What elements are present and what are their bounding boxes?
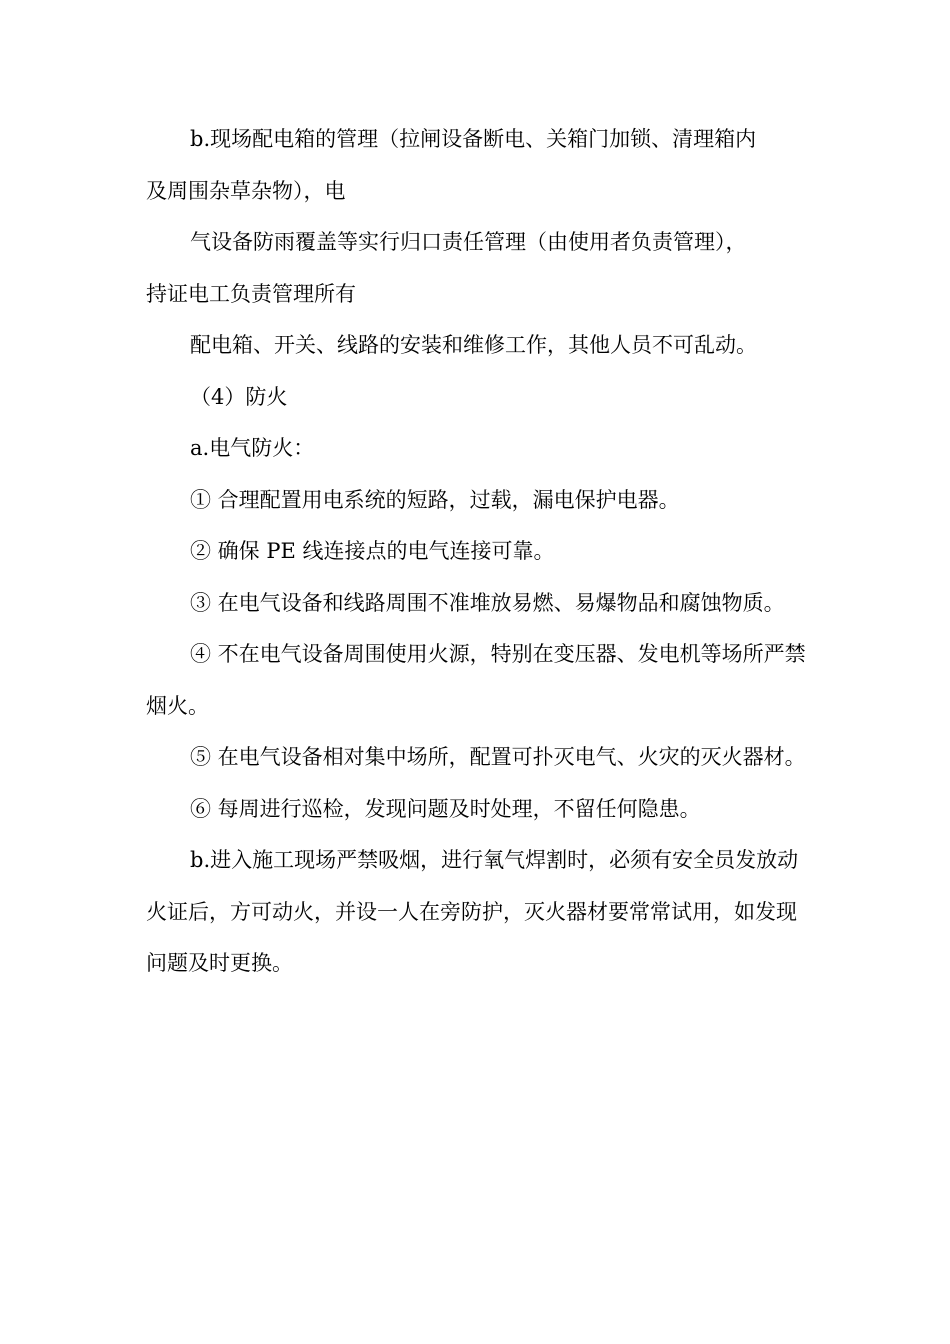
list-item-pe-connection: ② 确保 PE 线连接点的电气连接可靠。 [190, 539, 555, 563]
paragraph-no-smoking-welding: b.进入施工现场严禁吸烟，进行氧气焊割时，必须有安全员发放动火证后，方可动火，并设一人在旁防护，灭火器材要常常试用，如发现问题及时更换。 [146, 848, 799, 975]
paragraph-distribution-box-mgmt-1: b.现场配电箱的管理（拉闸设备断电、关箱门加锁、清理箱内 [190, 127, 757, 151]
paragraph-installation-maintenance: 配电箱、开关、线路的安装和维修工作，其他人员不可乱动。 [190, 333, 757, 357]
subheading-electrical-fire-prevention: a.电气防火： [190, 436, 315, 460]
paragraph-certified-electrician: 持证电工负责管理所有 [146, 281, 356, 306]
list-item-extinguishers: ⑤ 在电气设备相对集中场所，配置可扑灭电气、火灾的灭火器材。 [190, 745, 806, 769]
list-item-no-fire-sources: ④ 不在电气设备周围使用火源，特别在变压器、发电机等场所严禁烟火。 [146, 642, 806, 718]
list-item-no-flammables: ③ 在电气设备和线路周围不准堆放易燃、易爆物品和腐蚀物质。 [190, 590, 785, 615]
document-body [146, 114, 806, 990]
section-heading-fire-prevention: （4）防火 [190, 384, 288, 409]
paragraph-distribution-box-mgmt-2: 及周围杂草杂物），电 [146, 178, 346, 203]
list-item-weekly-inspection: ⑥ 每周进行巡检，发现问题及时处理，不留任何隐患。 [190, 796, 701, 821]
list-item-protection-devices: ① 合理配置用电系统的短路，过载，漏电保护电器。 [190, 487, 680, 512]
paragraph-rain-cover-responsibility: 气设备防雨覆盖等实行归口责任管理（由使用者负责管理）， [190, 230, 747, 254]
